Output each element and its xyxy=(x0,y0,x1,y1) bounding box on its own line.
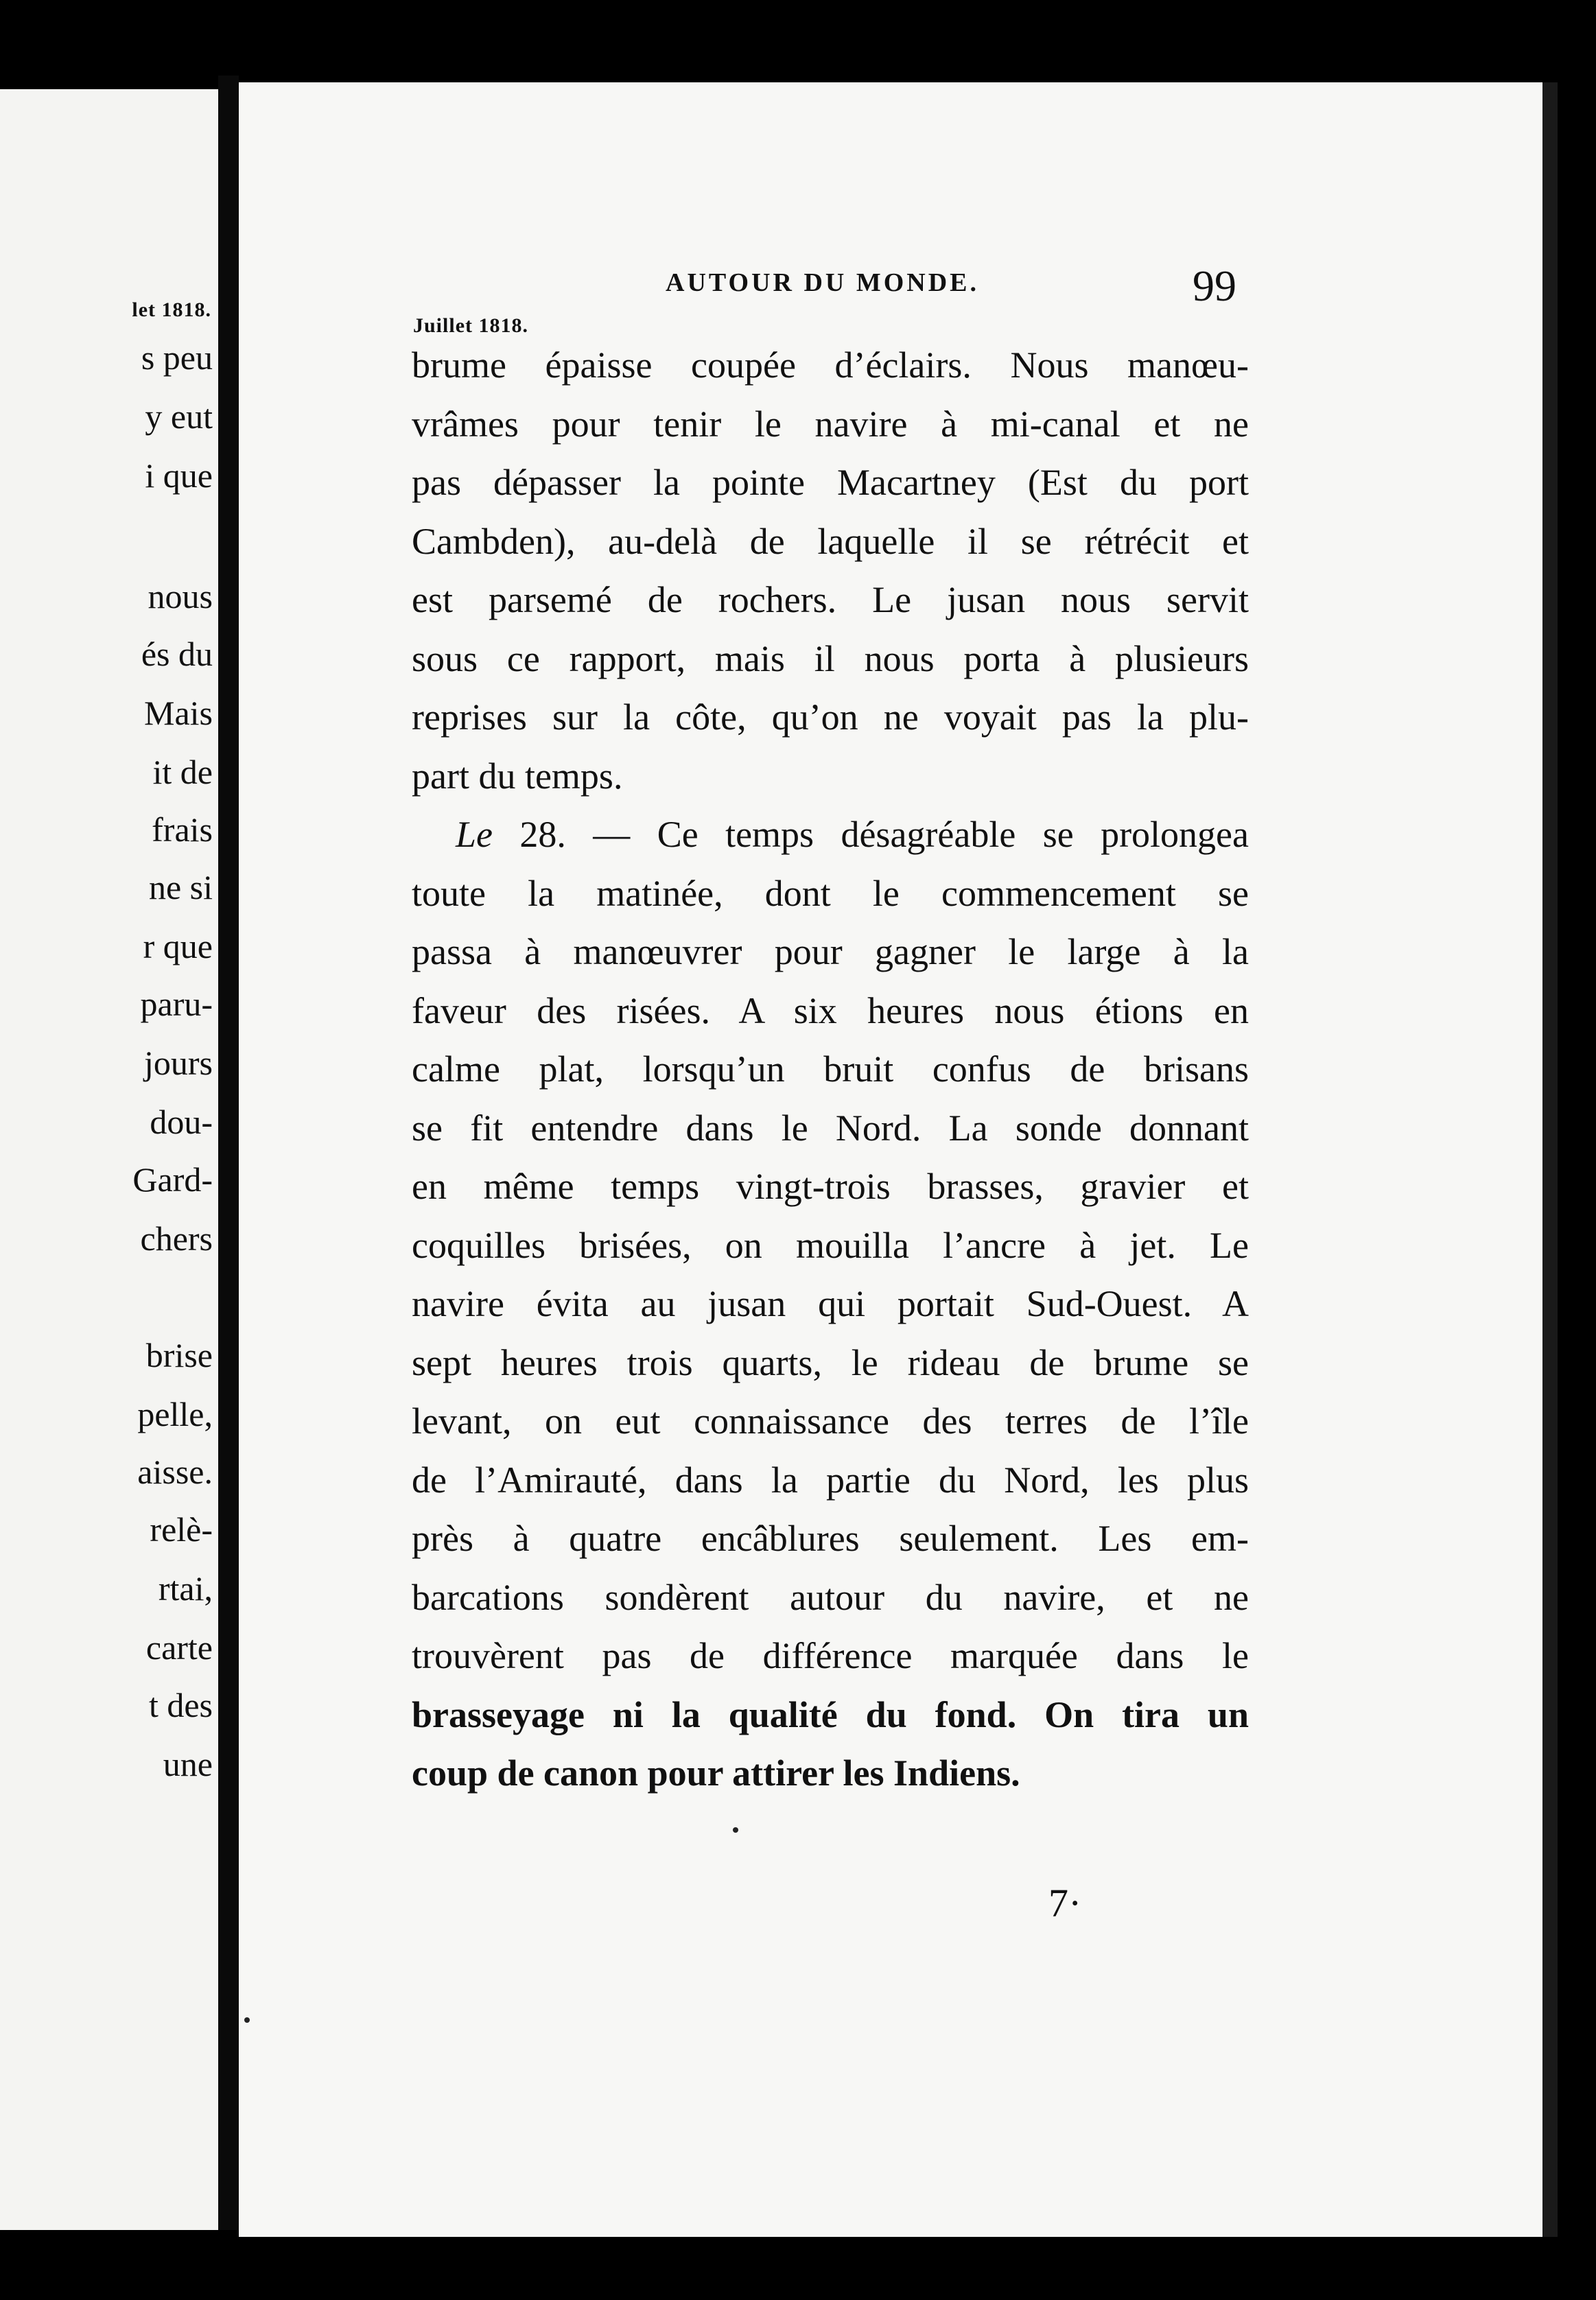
left-text-line: relè- xyxy=(150,1510,213,1549)
text-line: levant, on eut connaissance des terres de l’île xyxy=(412,1400,1249,1442)
text-line: pas dépasser la pointe Macartney (Est du port xyxy=(412,462,1249,503)
left-text-line: paru- xyxy=(140,985,213,1023)
text-line: se fit entendre dans le Nord. La sonde donnant xyxy=(412,1107,1249,1149)
body-text xyxy=(412,336,1249,1803)
text-line: sept heures trois quarts, le rideau de brume se xyxy=(412,1341,1249,1383)
left-text-line: s peu xyxy=(141,338,213,377)
text-line: brasseyage ni la qualité du fond. On tira un xyxy=(412,1693,1249,1735)
page-edge xyxy=(1542,82,1558,2237)
left-text-line: brise xyxy=(145,1336,213,1374)
book-gutter xyxy=(218,75,239,2230)
left-text-line: Mais xyxy=(144,694,213,732)
text-line: sous ce rapport, mais il nous porta à plusieurs xyxy=(412,637,1249,679)
left-text-line: rtai, xyxy=(158,1569,213,1608)
left-text-line: it de xyxy=(152,753,213,791)
left-text-line: jours xyxy=(144,1044,213,1082)
left-text-line: t des xyxy=(148,1686,213,1724)
left-text-line: nous xyxy=(148,577,213,615)
text-line: brume épaisse coupée d’éclairs. Nous manœu- xyxy=(412,344,1249,386)
print-speck xyxy=(733,1827,738,1833)
text-line: coup de canon pour attirer les Indiens. xyxy=(412,1752,1020,1794)
text-line: calme plat, lorsqu’un bruit confus de brisans xyxy=(412,1048,1249,1090)
print-speck xyxy=(244,2017,250,2023)
text-line: Cambden), au-delà de laquelle il se rétrécit et xyxy=(412,520,1249,562)
left-text-line: r que xyxy=(143,927,213,965)
text-line: faveur des risées. A six heures nous étions en xyxy=(412,989,1249,1031)
text-line: part du temps. xyxy=(412,755,623,797)
left-text-line: frais xyxy=(152,810,213,849)
text-line: toute la matinée, dont le commencement se xyxy=(412,872,1249,914)
text-line: navire évita au jusan qui portait Sud-Ouest. A xyxy=(412,1283,1249,1324)
margin-date: Juillet 1818. xyxy=(413,314,528,337)
left-text-line: ne si xyxy=(148,868,213,906)
left-text-line: Gard- xyxy=(132,1160,213,1199)
text-line: passa à manœuvrer pour gagner le large à la xyxy=(412,931,1249,972)
right-page xyxy=(239,82,1542,2237)
left-text-line: dou- xyxy=(150,1103,213,1141)
left-text-line: y eut xyxy=(145,397,213,436)
left-running-date: let 1818. xyxy=(132,298,211,321)
date-lead: Le xyxy=(456,814,493,855)
text-line xyxy=(412,806,1249,865)
left-text-line: pelle, xyxy=(137,1395,213,1433)
left-text-line: aisse. xyxy=(137,1453,213,1491)
running-head: AUTOUR DU MONDE. xyxy=(666,268,980,297)
text-line: coquilles brisées, on mouilla l’ancre à jet. Le xyxy=(412,1224,1249,1266)
left-text-line: és du xyxy=(141,635,213,673)
signature-mark: 7· xyxy=(1048,1881,1082,1925)
left-text-line: i que xyxy=(145,456,213,495)
text-line: est parsemé de rochers. Le jusan nous servit xyxy=(412,579,1249,620)
left-page xyxy=(0,89,218,2230)
text-line: près à quatre encâblures seulement. Les em- xyxy=(412,1518,1249,1559)
text-line-body: 28. — Ce temps désagréable se prolongea xyxy=(493,814,1249,855)
left-text-line: une xyxy=(163,1745,213,1783)
left-text-line: chers xyxy=(140,1219,213,1258)
text-line: barcations sondèrent autour du navire, et ne xyxy=(412,1576,1249,1618)
text-line: de l’Amirauté, dans la partie du Nord, les plus xyxy=(412,1459,1249,1501)
text-line: reprises sur la côte, qu’on ne voyait pas la plu- xyxy=(412,696,1249,738)
left-text-line: carte xyxy=(145,1628,213,1667)
text-line: vrâmes pour tenir le navire à mi-canal et ne xyxy=(412,403,1249,445)
text-line: en même temps vingt-trois brasses, gravier et xyxy=(412,1166,1249,1207)
text-line: trouvèrent pas de différence marquée dans le xyxy=(412,1635,1249,1676)
page-number: 99 xyxy=(1193,261,1236,310)
